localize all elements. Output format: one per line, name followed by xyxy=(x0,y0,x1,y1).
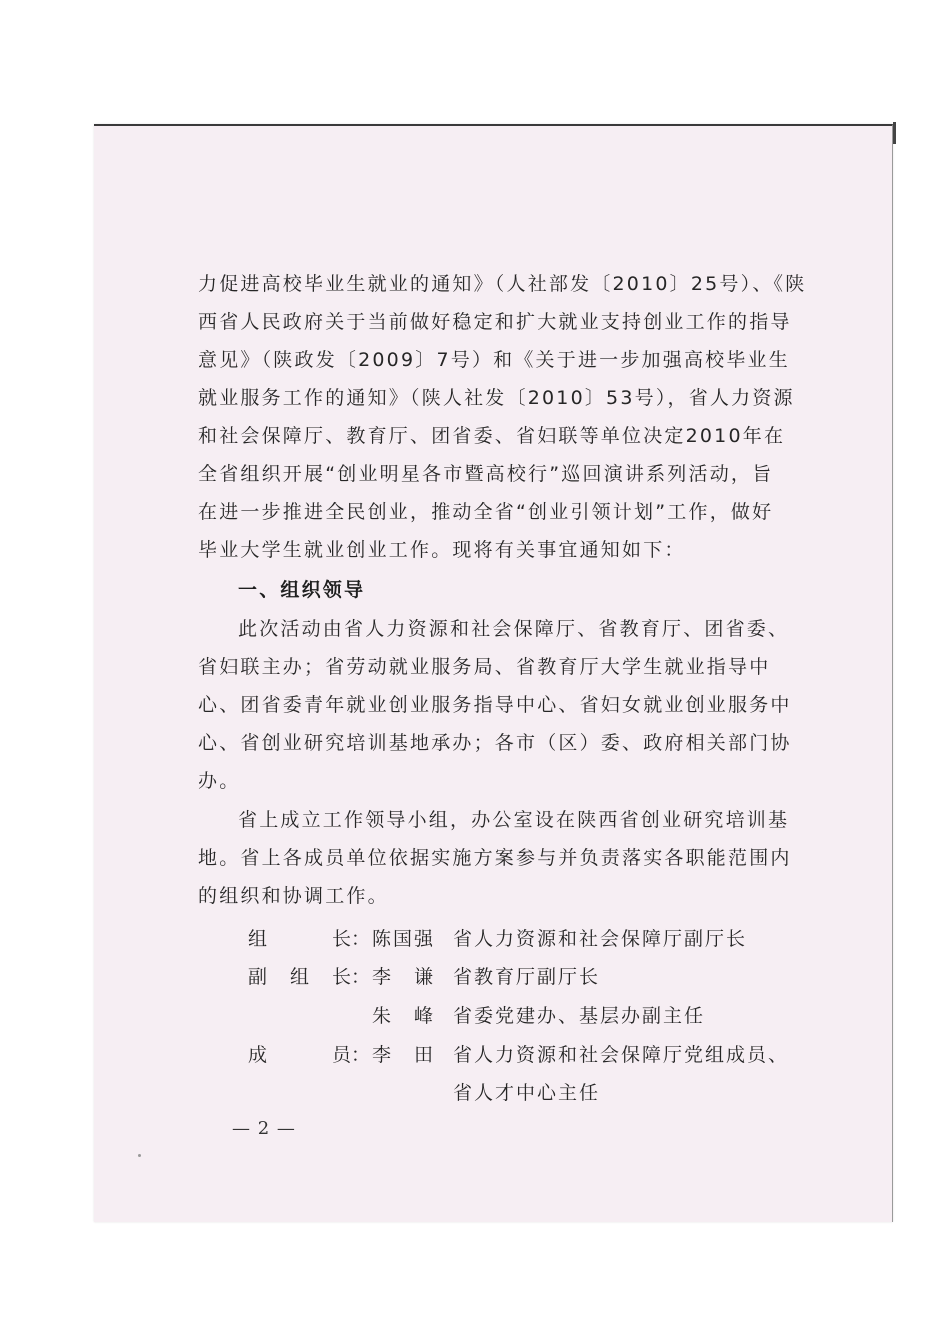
paragraph-line: 心、团省委青年就业创业服务指导中心、省妇女就业创业服务中 xyxy=(198,694,792,716)
member-title: 省人力资源和社会保障厅党组成员、 xyxy=(453,1044,790,1066)
paragraph-line: 省上成立工作领导小组，办公室设在陕西省创业研究培训基 xyxy=(238,809,790,831)
paragraph-line: 地。省上各成员单位依据实施方案参与并负责落实各职能范围内 xyxy=(198,847,792,869)
body-line: 西省人民政府关于当前做好稳定和扩大就业支持创业工作的指导 xyxy=(198,311,792,333)
section-heading: 一、组织领导 xyxy=(238,579,366,601)
body-line: 力促进高校毕业生就业的通知》（人社部发〔2010〕25号）、《陕 xyxy=(198,273,807,295)
paragraph-line: 办。 xyxy=(198,770,241,792)
member-title: 省教育厅副厅长 xyxy=(453,966,601,988)
scan-speck xyxy=(138,1154,141,1157)
paragraph-line: 的组织和协调工作。 xyxy=(198,885,389,907)
paragraph-line: 心、省创业研究培训基地承办；各市（区）委、政府相关部门协 xyxy=(198,732,792,754)
member-title: 省人力资源和社会保障厅副厅长 xyxy=(453,928,748,950)
member-role: 副 组 长： xyxy=(248,966,370,988)
body-line: 全省组织开展“创业明星各市暨高校行”巡回演讲系列活动，旨 xyxy=(198,463,774,485)
body-line: 和社会保障厅、教育厅、团省委、省妇联等单位决定2010年在 xyxy=(198,425,786,447)
member-name: 朱 峰 xyxy=(372,1005,436,1027)
scan-edge-mark xyxy=(893,122,896,144)
member-name: 陈国强 xyxy=(372,928,436,950)
member-title: 省人才中心主任 xyxy=(453,1082,601,1104)
paragraph-line: 此次活动由省人力资源和社会保障厅、省教育厅、团省委、 xyxy=(238,618,790,640)
member-role: 组 长： xyxy=(248,928,370,950)
page-number: — 2 — xyxy=(232,1118,296,1139)
body-line: 就业服务工作的通知》（陕人社发〔2010〕53号），省人力资源 xyxy=(198,387,795,409)
body-line: 意见》（陕政发〔2009〕7号）和《关于进一步加强高校毕业生 xyxy=(198,349,790,371)
body-line: 毕业大学生就业创业工作。现将有关事宜通知如下： xyxy=(198,539,686,561)
body-line: 在进一步推进全民创业，推动全省“创业引领计划”工作，做好 xyxy=(198,501,774,523)
member-name: 李 田 xyxy=(372,1044,436,1066)
member-title: 省委党建办、基层办副主任 xyxy=(453,1005,706,1027)
member-role: 成 员： xyxy=(248,1044,370,1066)
paragraph-line: 省妇联主办；省劳动就业服务局、省教育厅大学生就业指导中 xyxy=(198,656,771,678)
member-name: 李 谦 xyxy=(372,966,436,988)
